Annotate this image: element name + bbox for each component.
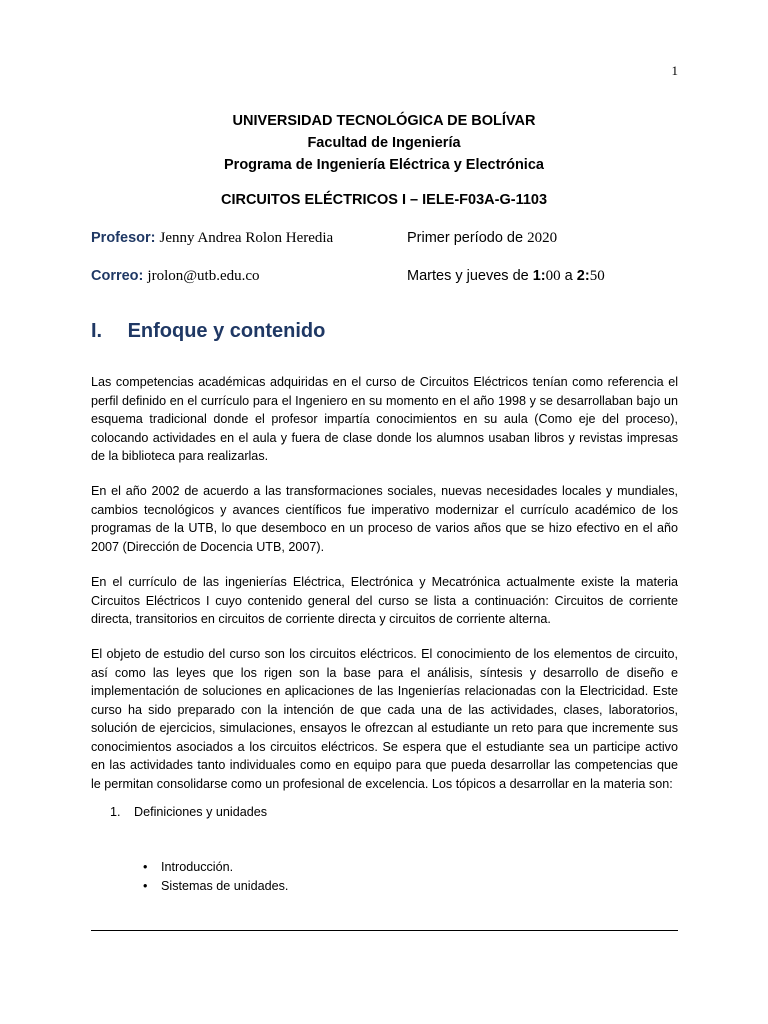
professor-name: Jenny Andrea Rolon Heredia: [159, 230, 334, 246]
schedule-to: a: [564, 268, 573, 284]
list-item: [143, 858, 288, 877]
schedule-start-hour: 1:: [532, 268, 546, 284]
period-label: Primer período de: [407, 230, 524, 246]
document-header: [0, 110, 768, 176]
paragraph-text: En el año 2002 de acuerdo a las transformaciones sociales, nuevas necesidades locales y mundiales, cambios tecnológicos y avances científicos fue imperativo modernizar el currículo académico de los programas de la UTB, lo que desemboco en un proceso de varios años que se hizo efectivo en el año 2007 (Dirección de Docencia UTB, 2007).: [91, 484, 678, 554]
schedule-info: [407, 268, 605, 285]
topic-number: 1.: [110, 805, 121, 819]
email-address: jrolon@utb.edu.co: [147, 268, 260, 284]
section-title: Enfoque y contenido: [127, 320, 326, 342]
faculty-name: Facultad de Ingeniería: [307, 135, 461, 151]
professor-info: [91, 230, 333, 247]
topic-subitems: [143, 858, 288, 896]
period-info: [407, 230, 557, 247]
schedule-days: Martes y jueves de: [407, 268, 529, 284]
professor-label: Profesor: [91, 230, 151, 246]
bullet-icon: •: [143, 860, 148, 874]
topic-title: Definiciones y unidades: [134, 805, 268, 819]
course-title: CIRCUITOS ELÉCTRICOS I – IELE-F03A-G-1103: [220, 192, 548, 208]
schedule-start-minutes: 00: [545, 268, 561, 284]
page-number: 1: [671, 63, 678, 78]
email-label: Correo:: [91, 268, 144, 284]
schedule-end-hour: 2:: [576, 268, 590, 284]
footer-divider: [91, 930, 678, 931]
topic-item-1: [110, 803, 267, 821]
paragraph-text: Las competencias académicas adquiridas en el curso de Circuitos Eléctricos tenían como referencia el perfil definido en el currículo para el Ingeniero en su momento en el año 1998 y se desarrollaban bajo un esquema tradicional donde el profesor impartía conocimientos en su aula (Como eje del proceso), colocando actividades en el aula y fuera de clase donde los alumnos usaban libros y revistas impresas de la biblioteca para realizarlas.: [91, 375, 678, 463]
paragraph-text: En el currículo de las ingenierías Eléctrica, Electrónica y Mecatrónica actualmente existe la materia Circuitos Eléctricos I cuyo contenido general del curso se lista a continuación: Circuitos de corriente directa, transitorios en circuitos de corriente directa y circuitos de corriente alterna.: [91, 575, 678, 626]
professor-colon: :: [150, 230, 156, 246]
university-name: UNIVERSIDAD TECNOLÓGICA DE BOLÍVAR: [232, 113, 536, 129]
paragraph-text: El objeto de estudio del curso son los circuitos eléctricos. El conocimiento de los elementos de circuito, así como las leyes que los rigen son la base para el análisis, síntesis y desarrollo de diseño e implementación de soluciones en aplicaciones de las Ingenierías relacionadas con la Electricidad. Este curso ha sido preparado con la intención de que cada una de las actividades, clases, laboratorios, solución de ejercicios, simulaciones, ensayos le ofrezcan al estudiante un reto para que incremente sus conocimientos asociados a los circuitos eléctricos. Se espera que el estudiante sea un participe activo en las actividades tanto individuales como en equipo para que pueda desarrollar las competencias que le permitan consolidarse como un profesional de excelencia. Los tópicos a desarrollar en la materia son:: [91, 647, 678, 791]
bullet-icon: •: [143, 879, 148, 893]
list-item-text: Introducción.: [161, 860, 234, 874]
program-name: Programa de Ingeniería Eléctrica y Electrónica: [224, 157, 544, 173]
paragraph-4: [91, 645, 678, 793]
list-item: [143, 877, 288, 896]
section-number: I.: [91, 320, 103, 342]
paragraph-1: [91, 373, 678, 466]
paragraph-2: [91, 482, 678, 556]
period-year: 2020: [527, 230, 558, 246]
section-heading: [91, 320, 325, 343]
schedule-end-minutes: 50: [589, 268, 605, 284]
email-info: [91, 268, 260, 285]
paragraph-3: [91, 573, 678, 629]
list-item-text: Sistemas de unidades.: [161, 879, 289, 893]
